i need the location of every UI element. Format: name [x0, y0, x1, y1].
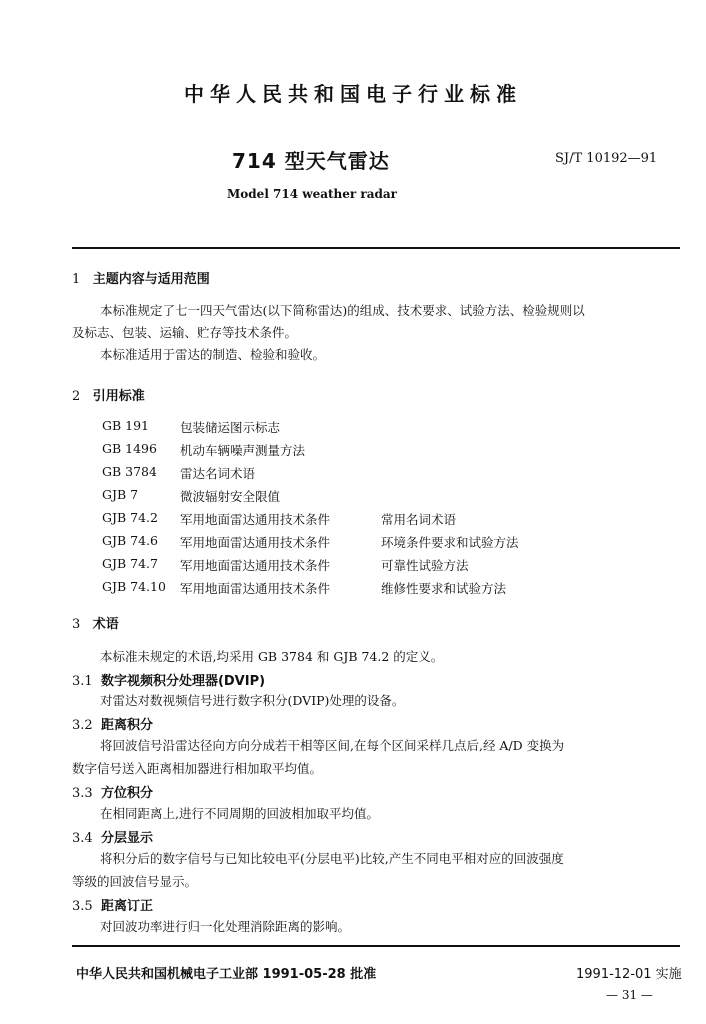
subsection-heading: [72, 827, 153, 846]
reference-code: GJB 74.7: [102, 556, 158, 571]
section-number: 1: [72, 272, 81, 287]
reference-subtitle: 常用名词术语: [381, 512, 457, 527]
paragraph: 将回波信号沿雷达径向方向分成若干相等区间,在每个区间采样几点后,经 A/D 变换为: [100, 738, 565, 753]
section-title: 术语: [92, 617, 119, 632]
subsection-heading: [72, 895, 153, 914]
paragraph: 对回波功率进行归一化处理消除距离的影响。: [100, 919, 351, 934]
subsection-title: 距离订正: [100, 899, 153, 914]
reference-subtitle: 可靠性试验方法: [381, 558, 469, 573]
subsection-number: 3.2: [72, 718, 93, 733]
reference-subtitle: 维修性要求和试验方法: [381, 581, 507, 596]
reference-title: 微波辐射安全限值: [180, 489, 281, 504]
issuing-authority: 中华人民共和国电子行业标准: [184, 82, 522, 106]
paragraph: 对雷达对数视频信号进行数字积分(DVIP)处理的设备。: [100, 693, 405, 708]
subsection-number: 3.5: [72, 899, 93, 914]
paragraph: 及标志、包装、运输、贮存等技术条件。: [72, 325, 298, 340]
subsection-number: 3.4: [72, 831, 93, 846]
reference-title: 机动车辆噪声测量方法: [180, 443, 306, 458]
section-title: 主题内容与适用范围: [92, 272, 210, 287]
paragraph: 本标准规定了七一四天气雷达(以下简称雷达)的组成、技术要求、试验方法、检验规则以: [100, 303, 585, 318]
english-title: Model 714 weather radar: [227, 187, 398, 201]
section-1-heading: [72, 268, 210, 287]
section-number: 2: [72, 389, 81, 404]
footer-divider: [72, 945, 680, 947]
page-number: — 31 —: [606, 988, 653, 1002]
reference-title: 雷达名词术语: [180, 466, 256, 481]
subsection-title: 方位积分: [100, 786, 153, 801]
paragraph: 等级的回波信号显示。: [72, 874, 198, 889]
paragraph: 将积分后的数字信号与已知比较电平(分层电平)比较,产生不同电平相对应的回波强度: [100, 851, 564, 866]
reference-code: GB 3784: [102, 464, 157, 479]
document-title: 714 型天气雷达: [232, 149, 390, 173]
subsection-number: 3.1: [72, 674, 93, 689]
section-2-heading: [72, 385, 145, 404]
paragraph: 本标准适用于雷达的制造、检验和验收。: [100, 347, 326, 362]
reference-title: 军用地面雷达通用技术条件: [180, 512, 331, 527]
section-title: 引用标准: [92, 389, 145, 404]
reference-code: GJB 74.6: [102, 533, 158, 548]
paragraph: 数字信号送入距离相加器进行相加取平均值。: [72, 761, 323, 776]
subsection-heading: [72, 670, 265, 689]
reference-title: 军用地面雷达通用技术条件: [180, 558, 331, 573]
effective-date: 1991-12-01 实施: [576, 967, 682, 982]
reference-code: GB 191: [102, 418, 150, 433]
paragraph: 本标准未规定的术语,均采用 GB 3784 和 GJB 74.2 的定义。: [100, 649, 444, 664]
reference-code: GB 1496: [102, 441, 157, 456]
reference-subtitle: 环境条件要求和试验方法: [381, 535, 519, 550]
section-3-heading: [72, 613, 119, 632]
reference-code: GJB 74.2: [102, 510, 158, 525]
reference-title: 军用地面雷达通用技术条件: [180, 581, 331, 596]
subsection-title: 分层显示: [100, 831, 153, 846]
subsection-heading: [72, 782, 153, 801]
header-divider: [72, 247, 680, 249]
subsection-number: 3.3: [72, 786, 93, 801]
reference-title: 包装储运图示标志: [180, 420, 281, 435]
reference-code: GJB 7: [102, 487, 139, 502]
subsection-title: 距离积分: [100, 718, 153, 733]
reference-title: 军用地面雷达通用技术条件: [180, 535, 331, 550]
paragraph: 在相同距离上,进行不同周期的回波相加取平均值。: [100, 806, 379, 821]
reference-code: GJB 74.10: [102, 579, 166, 594]
standard-code: SJ/T 10192—91: [555, 151, 658, 166]
section-number: 3: [72, 617, 81, 632]
approval-statement: 中华人民共和国机械电子工业部 1991-05-28 批准: [76, 967, 377, 982]
subsection-title: 数字视频积分处理器(DVIP): [100, 674, 266, 689]
subsection-heading: [72, 714, 153, 733]
